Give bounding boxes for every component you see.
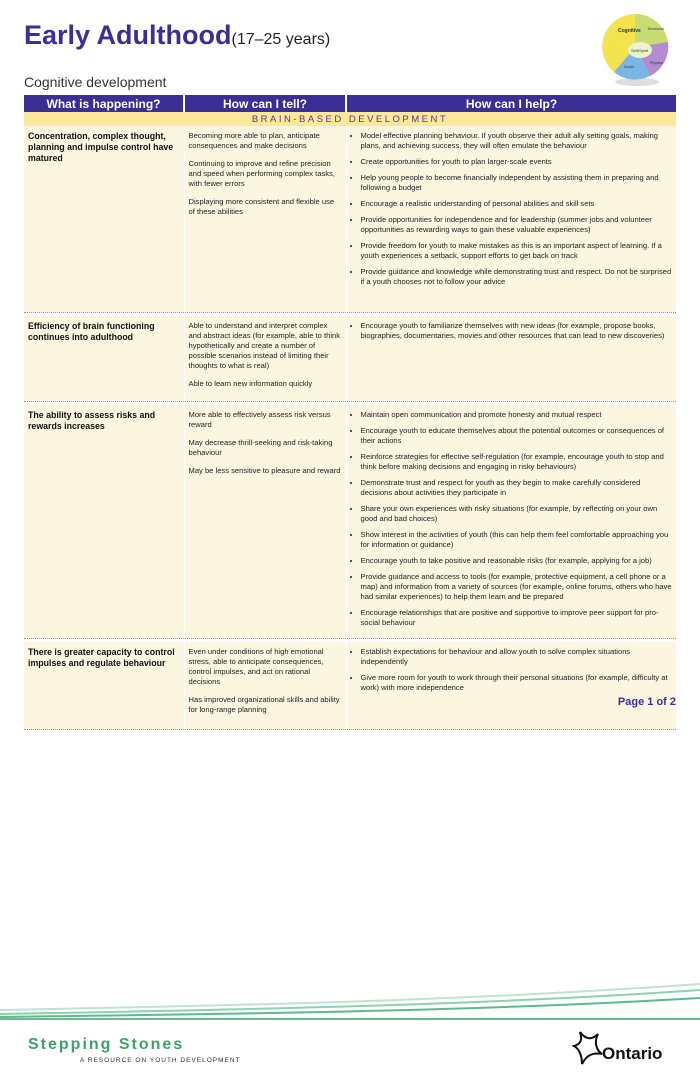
help-item: • Encourage a realistic understanding of personal abilities and skill sets: [361, 199, 673, 209]
help-cell: [346, 642, 676, 730]
help-item: • Encourage youth to take positive and reasonable risks (for example, applying for a job): [361, 556, 673, 566]
section-subtitle: Cognitive development: [24, 74, 167, 90]
row-heading: Concentration, complex thought, planning and impulse control have matured: [28, 131, 174, 163]
help-item: • Provide guidance and access to tools (for example, protective equipment, a cell phone or a map) and information from a variety of sources (for example, online forums, others who have had similar experiences) to help them learn and be prepared: [361, 572, 673, 602]
tell-item: Has improved organizational skills and ability for long-range planning: [188, 694, 340, 714]
column-header-help: How can I help?: [346, 95, 676, 112]
section-band: BRAIN-BASED DEVELOPMENT: [24, 112, 676, 126]
logo-label-cognitive: Cognitive: [618, 28, 641, 34]
help-item: • Share your own experiences with risky situations (for example, by reflecting on your own good and bad choices): [361, 504, 673, 524]
help-item: • Encourage relationships that are positive and supportive to improve peer support for pro-social behaviour: [361, 608, 673, 628]
tell-item: Becoming more able to plan, anticipate consequences and make decisions: [188, 131, 320, 150]
help-item: • Reinforce strategies for effective self-regulation (for example, encourage youth to stop and think before making decisions and engaging in risky behaviours): [361, 452, 673, 472]
row-heading: The ability to assess risks and rewards increases: [28, 409, 156, 431]
help-item: • Encourage youth to familiarize themselves with new ideas (for example, propose books, biographies, documentaries, movies and other resources that can lead to new discoveries): [361, 321, 673, 341]
brand-tagline: A RESOURCE ON YOUTH DEVELOPMENT: [80, 1057, 241, 1064]
help-cell: [346, 405, 676, 639]
what-cell: [24, 642, 184, 730]
tell-cell: [184, 126, 346, 312]
help-item: • Give more room for youth to work through their personal situations (for example, difficulty at work) with more independence: [361, 673, 673, 693]
logo-label-emotional: Emotional: [648, 27, 664, 31]
help-item: • Maintain open communication and promote honesty and mutual respect: [361, 410, 673, 420]
tell-item: May be less sensitive to pleasure and reward: [188, 465, 341, 475]
table-row: [24, 316, 676, 402]
row-heading: There is greater capacity to control impulses and regulate behaviour: [28, 646, 175, 668]
table-row: [24, 405, 676, 639]
column-header-tell: How can I tell?: [184, 95, 346, 112]
tell-cell: [184, 642, 346, 730]
page-title: Early Adulthood: [24, 20, 232, 50]
tell-cell: [184, 405, 346, 639]
column-header-what: What is happening?: [24, 95, 184, 112]
help-item: • Show interest in the activities of youth (this can help them feel comfortable approaching you for information or guidance): [361, 530, 673, 550]
what-cell: [24, 316, 184, 402]
help-item: • Provide guidance and knowledge while demonstrating trust and respect. Do not be surprised if a youth chooses not to follow your advice: [361, 267, 673, 287]
decorative-waves: [0, 980, 700, 1020]
help-item: • Demonstrate trust and respect for youth as they begin to make carefully considered decisions about activities they participate in: [361, 478, 673, 498]
tell-item: Able to learn new information quickly: [188, 378, 313, 388]
help-cell: [346, 316, 676, 402]
help-item: • Establish expectations for behaviour and allow youth to solve complex situations independently: [361, 647, 673, 667]
tell-item: Able to understand and interpret complex and abstract ideas (for example, able to think hypothetically and create a number of possible scenarios instead of limiting their thoughts to what is real): [188, 320, 341, 370]
tell-item: Even under conditions of high emotional stress, able to anticipate consequences, control impulses, and act on rational decisions: [188, 646, 324, 686]
tell-item: May decrease thrill-seeking and risk-taking behaviour: [188, 437, 333, 457]
help-item: • Model effective planning behaviour. If youth observe their adult ally setting goals, making plans, and achieving success, they will often emulate the behaviour: [361, 131, 673, 151]
help-item: • Encourage youth to educate themselves about the potential outcomes or consequences of their actions: [361, 426, 673, 446]
tell-item: Displaying more consistent and flexible use of these abilities: [188, 197, 335, 216]
logo-label-physical: Physical: [650, 61, 664, 65]
help-item: • Create opportunities for youth to plan larger-scale events: [361, 157, 673, 167]
table-row: [24, 642, 676, 730]
brand-logo: [28, 1036, 241, 1064]
logo-label-social: Social: [624, 65, 634, 69]
age-range: (17–25 years): [231, 31, 331, 48]
ontario-wordmark: Ontario: [602, 1044, 663, 1063]
table-row: [24, 126, 676, 312]
brand-name: Stepping Stones: [28, 1036, 185, 1053]
logo-label-self-spirit: Self/Spirit: [631, 48, 649, 53]
development-wheel-logo: [600, 12, 670, 88]
tell-cell: [184, 316, 346, 402]
help-item: • Provide opportunities for independence and for leadership (summer jobs and volunteer opportunities as rewarding ways to gain these valuable experiences): [361, 215, 673, 235]
help-item: • Help young people to become financially independent by assisting them in preparing and following a budget: [361, 173, 673, 193]
help-cell: [346, 126, 676, 312]
what-cell: [24, 126, 184, 312]
title-block: [24, 20, 330, 51]
page-number: Page 1 of 2: [617, 696, 676, 708]
tell-item: Continuing to improve and refine precision and speed when performing complex tasks, with fewer errors: [188, 159, 335, 188]
tell-item: More able to effectively assess risk versus reward: [188, 409, 331, 429]
help-item: • Provide freedom for youth to make mistakes as this is an important aspect of learning. If a youth experiences a setback, support efforts to get back on track: [361, 241, 673, 261]
development-table: [24, 95, 676, 730]
what-cell: [24, 405, 184, 639]
row-heading: Efficiency of brain functioning continues into adulthood: [28, 320, 155, 342]
